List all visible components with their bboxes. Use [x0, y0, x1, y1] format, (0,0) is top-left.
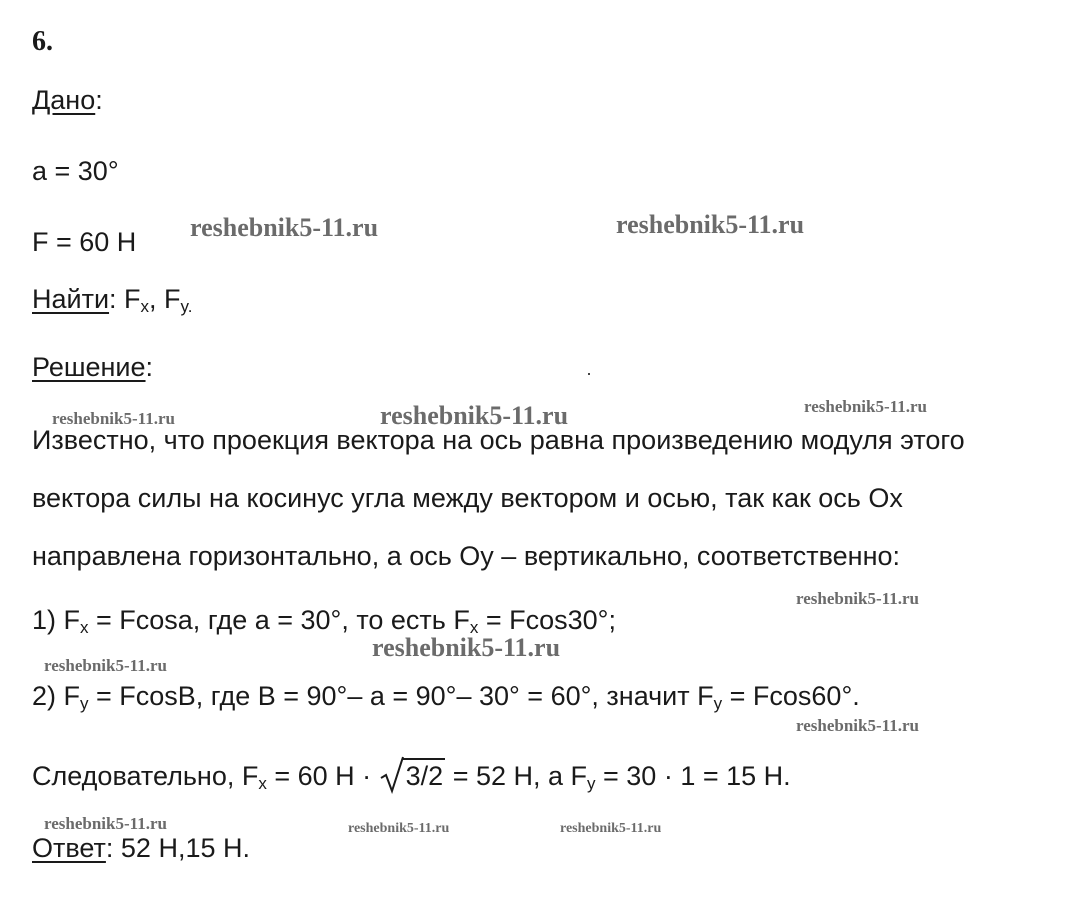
- watermark: reshebnik5-11.ru: [44, 814, 167, 833]
- watermark: reshebnik5-11.ru: [190, 213, 379, 242]
- radicand: 3/2: [403, 758, 446, 790]
- solution-colon: :: [145, 352, 154, 382]
- watermark: reshebnik5-11.ru: [796, 716, 919, 735]
- find-line: [32, 283, 193, 315]
- given-label: Дано: [32, 85, 96, 115]
- find-text: : F: [109, 284, 141, 314]
- find-sub-x: x: [140, 297, 150, 316]
- step-1-c: = Fcos30°;: [478, 605, 616, 635]
- square-root: [379, 758, 446, 792]
- given-colon: :: [95, 85, 103, 115]
- step-2-sub-2: y: [713, 694, 723, 713]
- step-1-sub-1: x: [80, 618, 89, 637]
- solution-paragraph-line-2: вектора силы на косинус угла между вектором и осью, так как ось Ox: [32, 483, 903, 513]
- solution-paragraph-line-1: Известно, что проекция вектора на ось равна произведению модуля этого: [32, 425, 965, 455]
- stray-dot: [588, 373, 590, 375]
- step-1-b: = Fcosa, где a = 30°, то есть F: [88, 605, 470, 635]
- step-1-sub-2: x: [469, 618, 479, 637]
- result-line: [32, 758, 791, 792]
- answer-line: [32, 832, 250, 864]
- watermark: reshebnik5-11.ru: [380, 401, 569, 430]
- solution-paragraph-line-3: направлена горизонтально, а ось Oy – вертикально, соответственно:: [32, 541, 901, 571]
- watermark: reshebnik5-11.ru: [372, 633, 561, 662]
- watermark: reshebnik5-11.ru: [44, 656, 167, 675]
- find-sep: , F: [149, 284, 181, 314]
- watermark: reshebnik5-11.ru: [804, 397, 927, 416]
- answer-label: Ответ: [32, 833, 106, 863]
- watermark: reshebnik5-11.ru: [560, 821, 662, 836]
- step-2: [32, 680, 860, 712]
- problem-number: 6.: [32, 26, 53, 57]
- step-1-a: 1) F: [32, 605, 81, 635]
- result-b: = 60 Н ·: [266, 761, 379, 791]
- radical-sign-icon: [379, 754, 405, 794]
- find-label: Найти: [32, 284, 110, 314]
- given-force: F = 60 Н: [32, 227, 137, 257]
- answer-text: : 52 Н,15 Н.: [105, 833, 250, 863]
- result-c: = 52 Н, а F: [445, 761, 588, 791]
- solution-label: Решение: [32, 352, 146, 382]
- step-2-c: = Fcos60°.: [722, 681, 860, 711]
- given-angle: a = 30°: [32, 156, 119, 186]
- result-a: Следовательно, F: [32, 761, 259, 791]
- step-2-b: = FcosB, где B = 90°– a = 90°– 30° = 60°, значит F: [88, 681, 714, 711]
- watermark: reshebnik5-11.ru: [796, 589, 919, 608]
- result-d: = 30 · 1 = 15 Н.: [595, 761, 791, 791]
- find-sub-y: y.: [180, 297, 193, 316]
- given-heading: [32, 84, 103, 116]
- watermark: reshebnik5-11.ru: [348, 821, 450, 836]
- watermark: reshebnik5-11.ru: [616, 210, 805, 239]
- step-1: [32, 604, 616, 636]
- step-2-a: 2) F: [32, 681, 81, 711]
- step-2-sub-1: y: [80, 694, 89, 713]
- result-sub-2: y: [587, 774, 596, 793]
- watermark: reshebnik5-11.ru: [52, 409, 175, 428]
- result-sub-1: x: [258, 774, 267, 793]
- solution-heading: [32, 351, 153, 383]
